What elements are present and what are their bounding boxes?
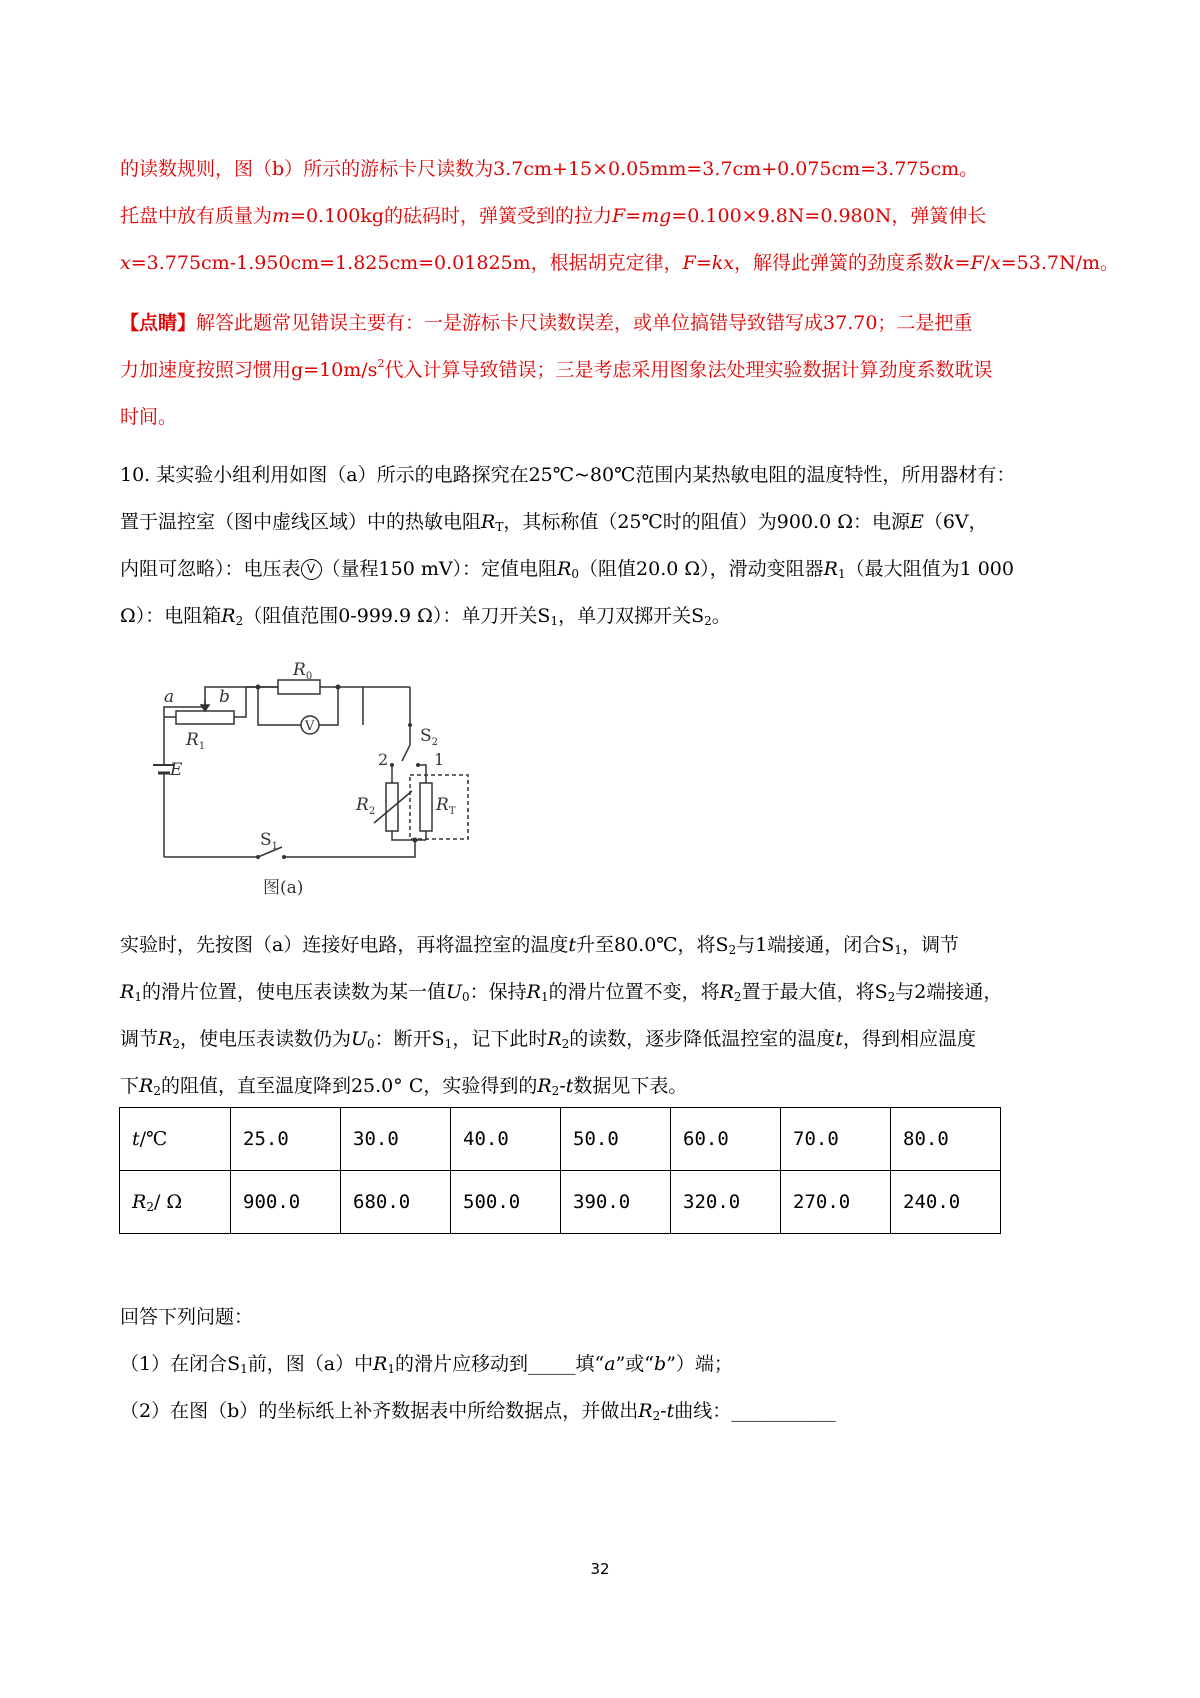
label-2: 2 (378, 750, 389, 769)
table-header-r2: $R_2/$ Ω (120, 1171, 231, 1234)
label-S1: $S_1$ (260, 830, 279, 852)
label-b: b (219, 687, 230, 707)
q10-line-4: Ω）：电阻箱$R_2$（阻值范围0-999.9 Ω）：单刀开关$S_1$，单刀双掷开关$S_2$。 (120, 605, 731, 628)
voltmeter-symbol: V (301, 559, 322, 580)
table-cell: 25.0 (231, 1108, 341, 1171)
page-number: 32 (590, 1560, 610, 1578)
solution-line-3: x=3.775cm-1.950cm=1.825cm=0.01825m，根据胡克定律，F=kx，解得此弹簧的劲度系数k=F/x=53.7N/m。 (120, 252, 1120, 274)
table-cell: 80.0 (891, 1108, 1001, 1171)
question-1: （1）在闭合$S_1$前，图（a）中$R_1$的滑片应移动到_____填“a”或“b”）端； (120, 1353, 733, 1376)
table-cell: 60.0 (671, 1108, 781, 1171)
table-cell: 240.0 (891, 1171, 1001, 1234)
comment-line-2: 力加速度按照习惯用$g=10m/s^2$代入计算导致错误；三是考虑采用图象法处理实验数据计算劲度系数耽误 (120, 357, 993, 381)
table-row-resistance (120, 1171, 1001, 1234)
label-RT: $R_T$ (436, 795, 456, 817)
q10-line-3: 内阻可忽略）：电压表 V （量程150 mV）：定值电阻$R_0$（阻值20.0 Ω），滑动变阻器$R_1$（最大阻值为1 000 (120, 558, 1014, 581)
label-E: E (170, 760, 183, 780)
label-V: V (305, 719, 315, 734)
table-cell: 40.0 (451, 1108, 561, 1171)
q10-p2-line-3: 调节$R_2$，使电压表读数仍为$U_0$：断开$S_1$，记下此时$R_2$的读数，逐步降低温控室的温度t，得到相应温度 (120, 1028, 976, 1051)
q10-p2-line-4: 下$R_2$的阻值，直至温度降到25.0° C，实验得到的$R_2-t$数据见下表。 (120, 1075, 688, 1098)
table-cell: 30.0 (341, 1108, 451, 1171)
r2-t-data-table (119, 1107, 1001, 1234)
q10-p2-line-1: 实验时，先按图（a）连接好电路，再将温控室的温度t升至80.0℃，将$S_2$与1端接通，闭合$S_1$，调节 (120, 934, 959, 957)
table-cell: 500.0 (451, 1171, 561, 1234)
q10-p2-line-2: $R_1$的滑片位置，使电压表读数为某一值$U_0$：保持$R_1$的滑片位置不变，将$R_2$置于最大值，将$S_2$与2端接通， (120, 981, 1003, 1004)
label-1: 1 (434, 750, 445, 769)
table-header-t: t/℃ (120, 1108, 231, 1171)
table-cell: 50.0 (561, 1108, 671, 1171)
label-R2: $R_2$ (356, 795, 376, 817)
questions-intro: 回答下列问题： (120, 1306, 254, 1328)
label-a: a (164, 687, 175, 707)
label-R0: $R_0$ (293, 660, 313, 682)
label-S2: $S_2$ (420, 726, 439, 748)
comment-tag: 【点睛】 (120, 312, 197, 334)
label-R1: $R_1$ (186, 730, 206, 752)
comment-line-1: 【点睛】解答此题常见错误主要有：一是游标卡尺读数误差，或单位搞错导致错写成37.70；二是把重 (120, 312, 973, 334)
table-cell: 900.0 (231, 1171, 341, 1234)
figure-caption: 图(a) (263, 878, 304, 898)
circuit-diagram-a (120, 645, 550, 905)
table-cell: 680.0 (341, 1171, 451, 1234)
q10-line-1: 10. 某实验小组利用如图（a）所示的电路探究在25℃~80℃范围内某热敏电阻的温度特性，所用器材有： (120, 464, 1016, 486)
table-cell: 390.0 (561, 1171, 671, 1234)
table-cell: 270.0 (781, 1171, 891, 1234)
question-2: （2）在图（b）的坐标纸上补齐数据表中所给数据点，并做出$R_2-t$曲线：___________ (120, 1400, 836, 1423)
solution-line-2: 托盘中放有质量为m=0.100kg的砝码时，弹簧受到的拉力F=mg=0.100×9.8N=0.980N，弹簧伸长 (120, 205, 987, 227)
table-row-temperature (120, 1108, 1001, 1171)
table-cell: 70.0 (781, 1108, 891, 1171)
q10-line-2: 置于温控室（图中虚线区域）中的热敏电阻$R_T$，其标称值（25℃时的阻值）为900.0 Ω：电源E（6V， (120, 511, 988, 534)
table-cell: 320.0 (671, 1171, 781, 1234)
solution-line-1: 的读数规则，图（b）所示的游标卡尺读数为3.7cm+15×0.05mm=3.7cm+0.075cm=3.775cm。 (120, 158, 979, 180)
comment-line-3: 时间。 (120, 406, 178, 428)
